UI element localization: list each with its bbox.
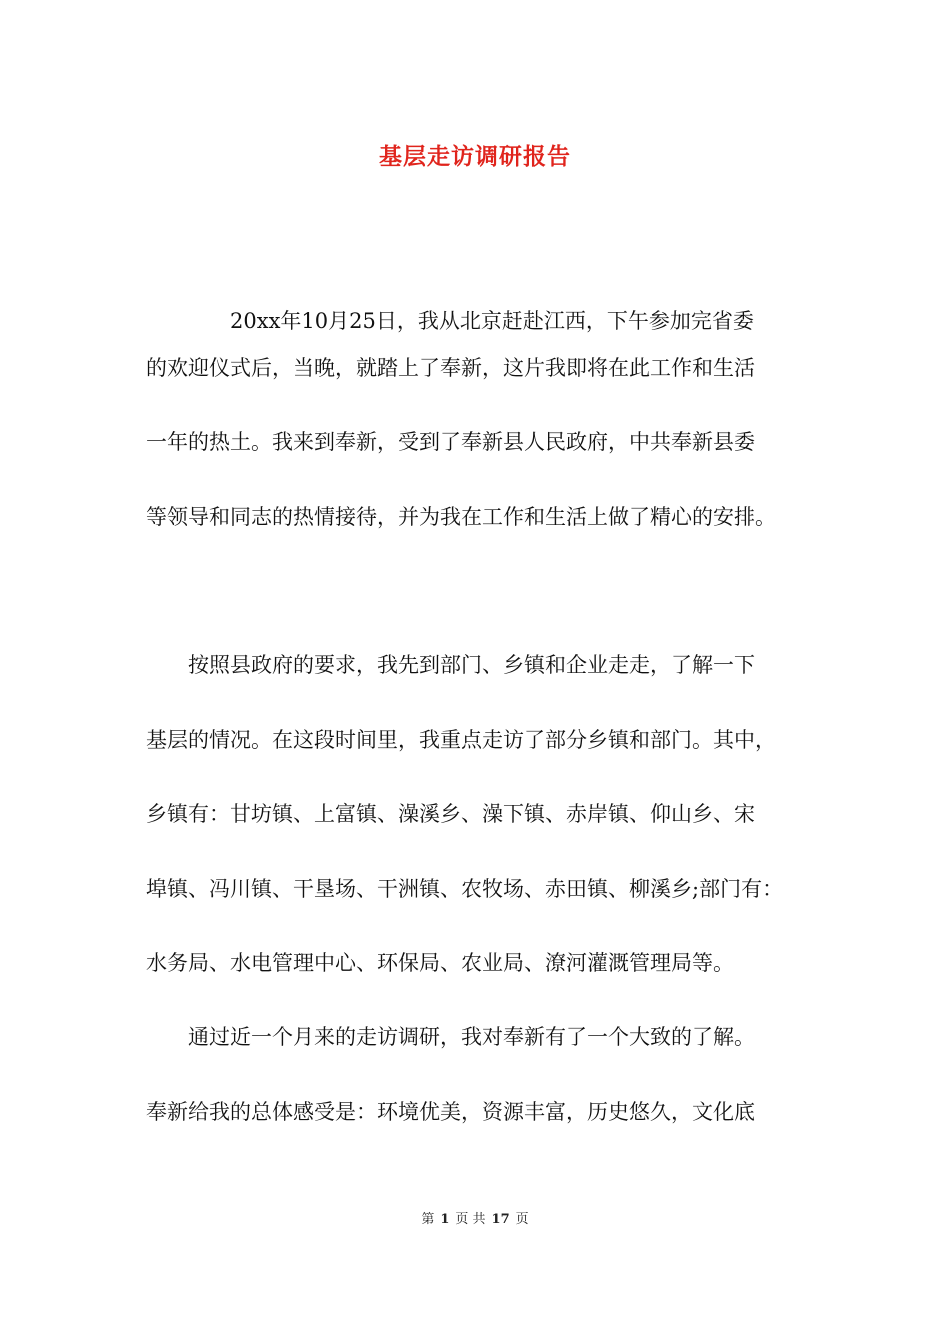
paragraph-line: 乡镇有：甘坊镇、上富镇、澡溪乡、澡下镇、赤岸镇、仰山乡、宋 — [146, 802, 755, 826]
footer-middle: 页 共 — [455, 1212, 486, 1227]
paragraph-line: 奉新给我的总体感受是：环境优美，资源丰富，历史悠久，文化底 — [146, 1100, 755, 1124]
paragraph-line: 一年的热土。我来到奉新，受到了奉新县人民政府，中共奉新县委 — [146, 430, 755, 454]
paragraph-line: 的欢迎仪式后，当晚，就踏上了奉新，这片我即将在此工作和生活 — [146, 356, 755, 380]
footer-page-number: 1 — [440, 1212, 450, 1227]
paragraph-line: 水务局、水电管理中心、环保局、农业局、潦河灌溉管理局等。 — [146, 951, 734, 975]
footer-prefix: 第 — [421, 1212, 435, 1227]
paragraph-line: 通过近一个月来的走访调研，我对奉新有了一个大致的了解。 — [146, 1025, 755, 1049]
paragraph-line: 20xx年10月25日，我从北京赶赴江西，下午参加完省委 — [146, 309, 754, 333]
paragraph-line: 基层的情况。在这段时间里，我重点走访了部分乡镇和部门。其中， — [146, 728, 776, 752]
paragraph-line: 按照县政府的要求，我先到部门、乡镇和企业走走，了解一下 — [146, 653, 755, 677]
page-footer — [0, 1208, 950, 1227]
paragraph-line: 埠镇、冯川镇、干垦场、干洲镇、农牧场、赤田镇、柳溪乡;部门有： — [146, 877, 784, 901]
footer-total-pages: 17 — [491, 1212, 510, 1227]
paragraph-line: 等领导和同志的热情接待，并为我在工作和生活上做了精心的安排。 — [146, 505, 776, 529]
footer-suffix: 页 — [515, 1212, 529, 1227]
document-title: 基层走访调研报告 — [379, 143, 571, 170]
